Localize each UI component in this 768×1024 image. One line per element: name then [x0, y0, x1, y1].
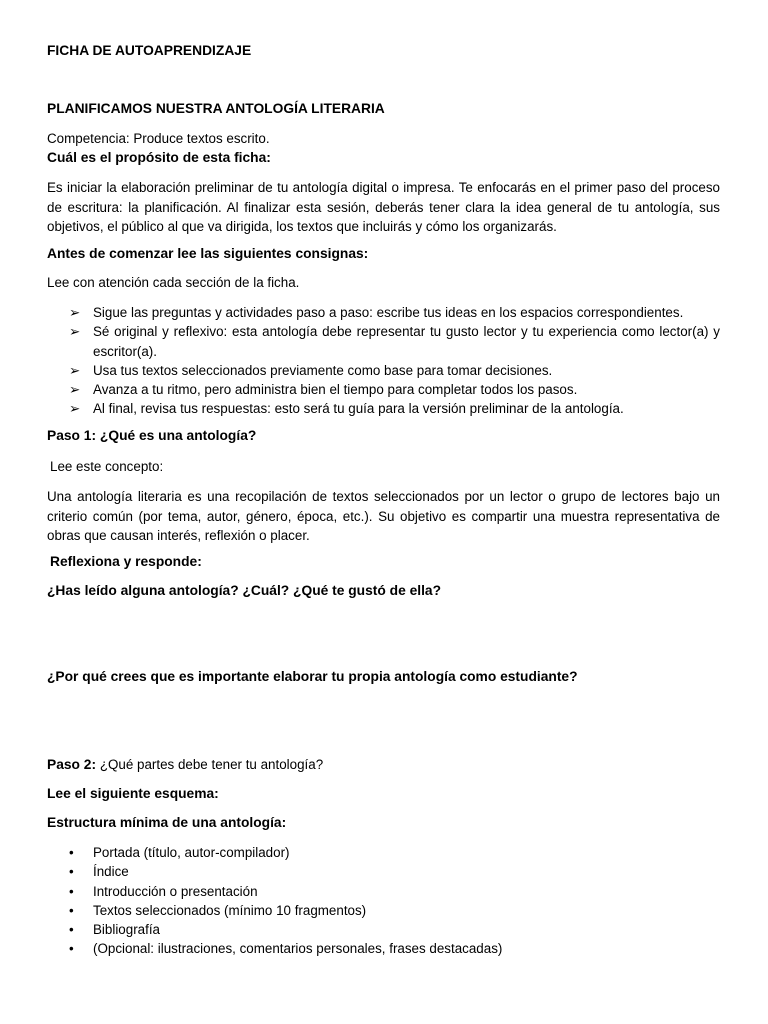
- list-item: • Índice: [47, 862, 720, 881]
- competencia-text: Competencia: Produce textos escrito.: [47, 131, 270, 146]
- bullet-icon: •: [69, 883, 74, 899]
- paso2-heading: [47, 757, 323, 772]
- arrow-bullet-icon: ➢: [69, 324, 81, 340]
- arrow-bullet-icon: ➢: [69, 401, 81, 417]
- paso1-intro: Lee este concepto:: [50, 459, 164, 474]
- list-item: • Bibliografía: [47, 920, 720, 939]
- list-item: • Textos seleccionados (mínimo 10 fragmentos): [47, 901, 720, 920]
- pregunta-1: ¿Has leído alguna antología? ¿Cuál? ¿Qué te gustó de ella?: [47, 583, 442, 598]
- list-item: ➢ Sé original y reflexivo: esta antología debe representar tu gusto lector y tu experiencia como lector(a) y escritor(a).: [69, 324, 720, 359]
- bullet-icon: •: [69, 902, 74, 918]
- document-subtitle: PLANIFICAMOS NUESTRA ANTOLOGÍA LITERARIA: [47, 101, 385, 116]
- list-item: ➢ Sigue las preguntas y actividades paso a paso: escribe tus ideas en los espacios correspondientes.: [47, 303, 720, 322]
- paso2-label: Paso 2:: [47, 757, 97, 772]
- document-title: FICHA DE AUTOAPRENDIZAJE: [47, 43, 252, 58]
- list-item: • Introducción o presentación: [47, 882, 720, 901]
- paso2-question: ¿Qué partes debe tener tu antología?: [99, 757, 324, 772]
- list-item: • (Opcional: ilustraciones, comentarios personales, frases destacadas): [47, 939, 720, 958]
- list-item: • Portada (título, autor-compilador): [47, 843, 720, 862]
- bullet-icon: •: [69, 864, 74, 880]
- list-item: ➢ Al final, revisa tus respuestas: esto será tu guía para la versión preliminar de la antología.: [47, 399, 720, 418]
- reflexiona-heading: Reflexiona y responde:: [50, 554, 202, 569]
- arrow-bullet-icon: ➢: [69, 382, 81, 398]
- list-item: ➢ Avanza a tu ritmo, pero administra bien el tiempo para completar todos los pasos.: [47, 380, 720, 399]
- estructura-heading: Estructura mínima de una antología:: [47, 815, 287, 830]
- bullet-icon: •: [69, 922, 74, 938]
- pregunta-2: ¿Por qué crees que es importante elaborar tu propia antología como estudiante?: [47, 669, 578, 684]
- arrow-bullet-icon: ➢: [69, 305, 81, 320]
- proposito-paragraph: Es iniciar la elaboración preliminar de tu antología digital o impresa. Te enfocarás en el primer paso del proceso de escritura: la planificación. Al finalizar esta sesión, deberás tener clara la idea general de tu antología, sus objetivos, el público al que va dirigida, los textos que incluirás y cómo los organizarás.: [47, 180, 720, 234]
- consignas-list: [47, 303, 720, 419]
- consignas-intro: Lee con atención cada sección de la ficha.: [47, 275, 300, 290]
- esquema-heading: Lee el siguiente esquema:: [47, 786, 219, 801]
- estructura-list: [47, 843, 720, 959]
- list-item: ➢ Usa tus textos seleccionados previamente como base para tomar decisiones.: [47, 361, 720, 380]
- bullet-icon: •: [69, 845, 74, 860]
- bullet-icon: •: [69, 941, 74, 957]
- proposito-heading: Cuál es el propósito de esta ficha:: [47, 150, 271, 165]
- consignas-heading: Antes de comenzar lee las siguientes consignas:: [47, 246, 369, 261]
- arrow-bullet-icon: ➢: [69, 362, 81, 378]
- paso1-heading: Paso 1: ¿Qué es una antología?: [47, 428, 257, 443]
- paso1-paragraph: Una antología literaria es una recopilación de textos seleccionados por un lector o grupo de lectores bajo un criterio común (por tema, autor, género, época, etc.). Su objetivo es compartir una muestra representativa de obras que causan interés, reflexión o placer.: [47, 489, 720, 543]
